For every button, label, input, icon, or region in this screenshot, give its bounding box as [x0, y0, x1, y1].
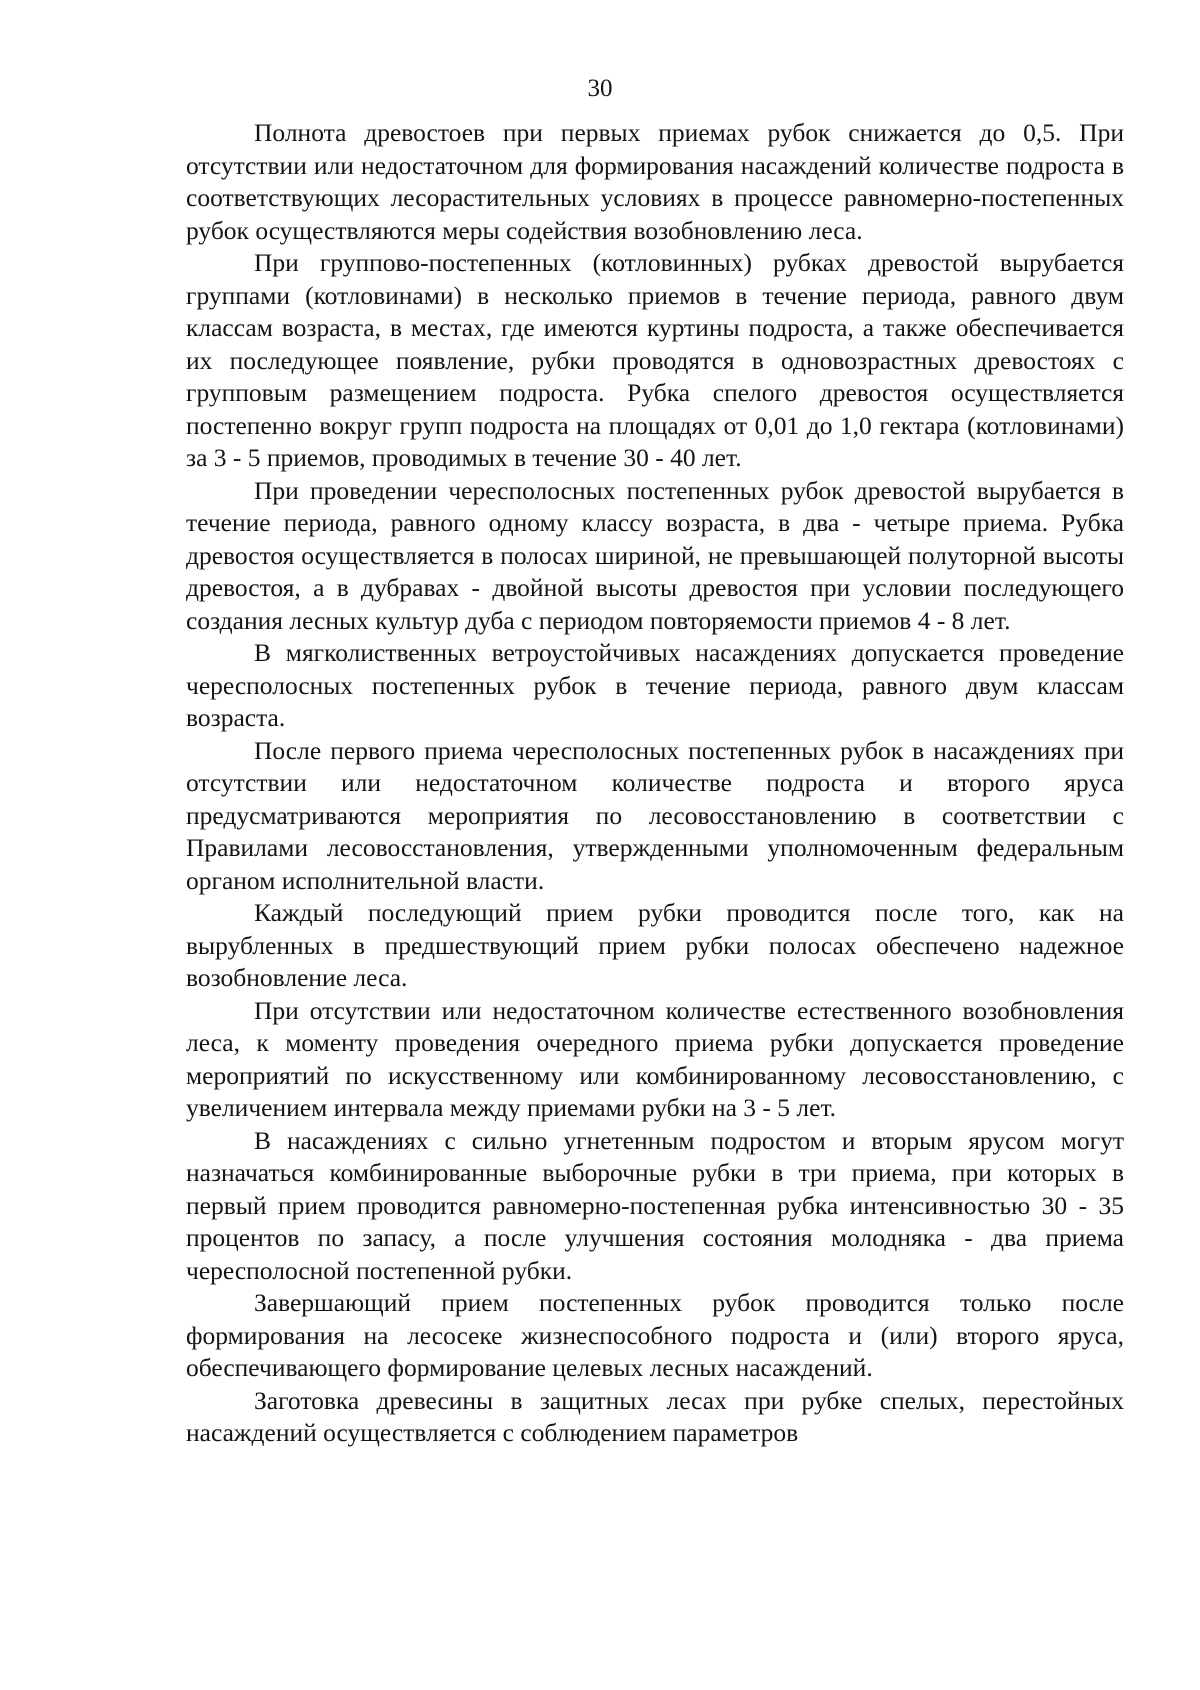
paragraph-softwood-stands: В мягколиственных ветроустойчивых насаждениях допускается проведение чересполосных постепенных рубок в течение периода, равного двум классам возраста.	[186, 638, 1124, 732]
paragraph-strip-gradual-felling: При проведении чересполосных постепенных рубок древостой вырубается в течение периода, равного одному классу возраста, в два - четыре приема. Рубка древостоя осуществляется в полосах шириной, не превышающей полуторной высоты древостоя, а в дубравах - двойной высоты древостоя при условии последующего создания лесных культур дуба с периодом повторяемости приемов 4 - 8 лет.	[186, 475, 1124, 635]
paragraph-final-stage: Завершающий прием постепенных рубок проводится только после формирования на лесосеке жизнеспособного подроста и (или) второго яруса, обеспечивающего формирование целевых лесных насаждений.	[186, 1288, 1124, 1382]
page-number: 30	[587, 75, 613, 102]
paragraph-group-gradual-felling: При группово-постепенных (котловинных) рубках древостой вырубается группами (котловинами) в несколько приемов в течение периода, равного двум классам возраста, в местах, где имеются куртины подроста, а также обеспечивается их последующее появление, рубки проводятся в одновозрастных древостоях с групповым размещением подроста. Рубка спелого древостоя осуществляется постепенно вокруг групп подроста на площадях от 0,01 до 1,0 гектара (котловинами) за 3 - 5 приемов, проводимых в течение 30 - 40 лет.	[186, 248, 1124, 472]
paragraph-insufficient-regeneration: При отсутствии или недостаточном количестве естественного возобновления леса, к моменту проведения очередного приема рубки допускается проведение мероприятий по искусственному или комбинированному лесовосстановлению, с увеличением интервала между приемами рубки на 3 - 5 лет.	[186, 995, 1124, 1122]
paragraph-protective-forests: Заготовка древесины в защитных лесах при рубке спелых, перестойных насаждений осуществляется с соблюдением параметров	[186, 1385, 1124, 1447]
paragraph-subsequent-stage: Каждый последующий прием рубки проводится после того, как на вырубленных в предшествующий прием рубки полосах обеспечено надежное возобновление леса.	[186, 898, 1124, 992]
paragraph-after-first-stage: После первого приема чересполосных постепенных рубок в насаждениях при отсутствии или недостаточном количестве подроста и второго яруса предусматриваются мероприятия по лесовосстановлению в соответствии с Правилами лесовосстановления, утвержденными уполномоченным федеральным органом исполнительной власти.	[186, 735, 1124, 895]
paragraph-combined-selective-felling: В насаждениях с сильно угнетенным подростом и вторым ярусом могут назначаться комбинированные выборочные рубки в три приема, при которых в первый прием проводится равномерно-постепенная рубка интенсивностью 30 - 35 процентов по запасу, а после улучшения состояния молодняка - два приема чересполосной постепенной рубки.	[186, 1125, 1124, 1285]
document-body	[186, 117, 1124, 1450]
paragraph-thinning-density: Полнота древостоев при первых приемах рубок снижается до 0,5. При отсутствии или недостаточном для формирования насаждений количестве подроста в соответствующих лесорастительных условиях в процессе равномерно-постепенных рубок осуществляются меры содействия возобновлению леса.	[186, 118, 1124, 245]
